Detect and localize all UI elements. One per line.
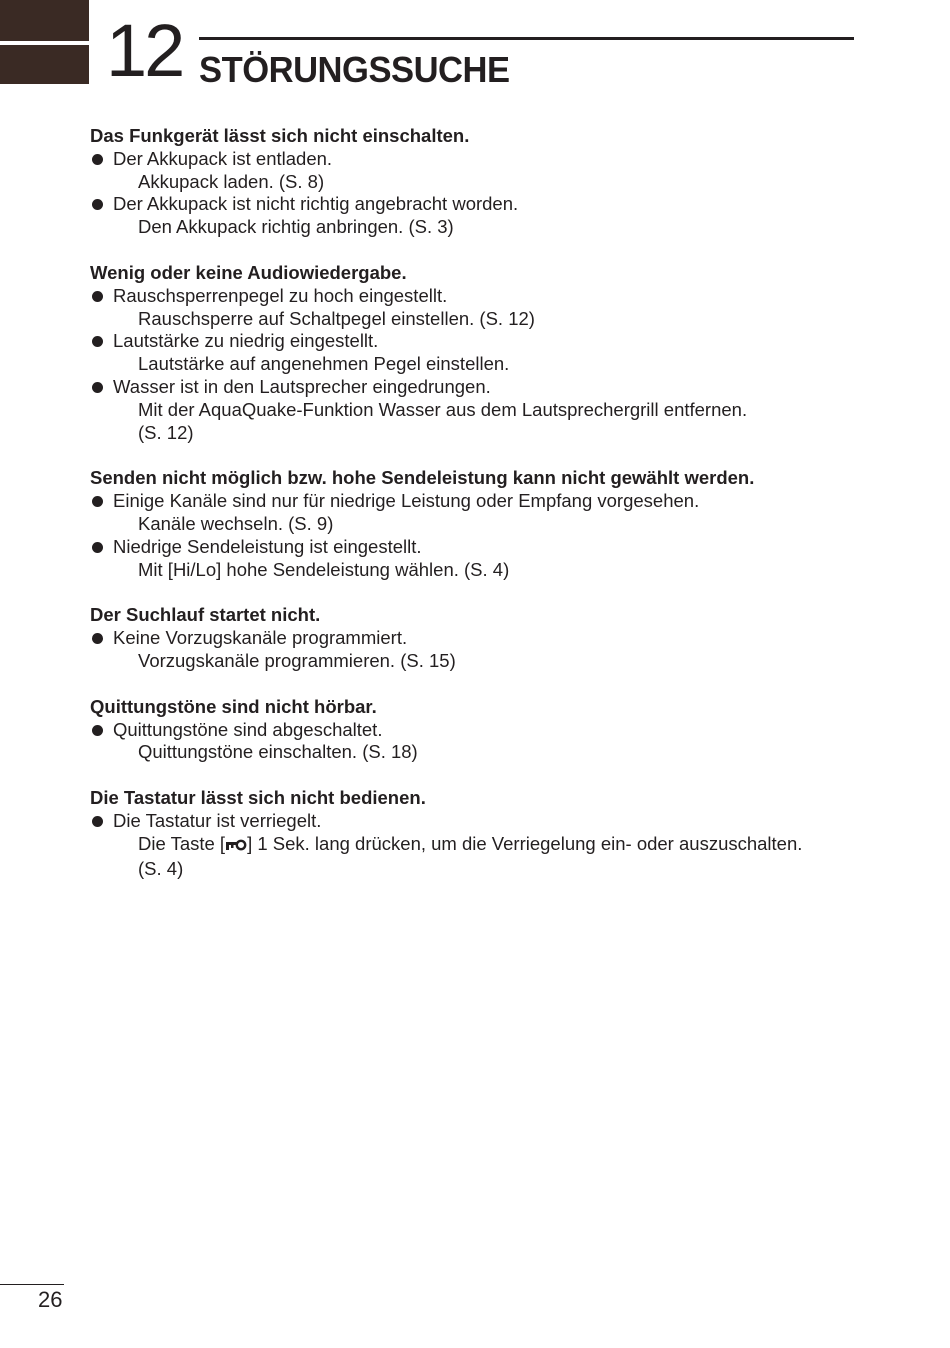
cause-item — [90, 193, 870, 216]
cause-text: Lautstärke zu niedrig eingestellt. — [113, 330, 379, 352]
remedy-prefix: Die Taste [ — [138, 832, 226, 854]
cause-text: Niedrige Sendeleistung ist eingestellt. — [113, 535, 422, 557]
cause-text: Der Akkupack ist entladen. — [113, 147, 333, 169]
cause-item — [90, 376, 870, 399]
cause-item — [90, 285, 870, 308]
cause-text: Einige Kanäle sind nur für niedrige Leistung oder Empfang vorgesehen. — [113, 490, 700, 512]
cause-text: Quittungstöne sind abgeschaltet. — [113, 718, 383, 740]
bullet-icon — [92, 542, 103, 553]
section-beep — [90, 696, 870, 764]
bullet-icon — [92, 199, 103, 210]
remedy-text: Rauschsperre auf Schaltpegel einstellen. (S. 12) — [138, 307, 535, 329]
cause-text: Keine Vorzugskanäle programmiert. — [113, 627, 408, 649]
section-scan — [90, 604, 870, 672]
chapter-number: 12 — [106, 9, 183, 92]
bullet-icon — [92, 816, 103, 827]
section-heading: Quittungstöne sind nicht hörbar. — [90, 695, 377, 717]
key-icon — [225, 835, 247, 858]
bullet-icon — [92, 336, 103, 347]
troubleshooting-content — [90, 125, 870, 903]
cause-text: Rauschsperrenpegel zu hoch eingestellt. — [113, 284, 448, 306]
cause-text: Der Akkupack ist nicht richtig angebracht worden. — [113, 193, 519, 215]
footer-rule — [0, 1284, 64, 1285]
bullet-icon — [92, 725, 103, 736]
remedy-text: Quittungstöne einschalten. (S. 18) — [138, 741, 418, 763]
remedy-text: Den Akkupack richtig anbringen. (S. 3) — [138, 216, 454, 238]
section-heading: Der Suchlauf startet nicht. — [90, 604, 321, 626]
remedy-text — [90, 833, 870, 858]
section-power-on — [90, 125, 870, 239]
header-rule — [199, 37, 854, 40]
bullet-icon — [92, 382, 103, 393]
cause-text: Die Tastatur ist verriegelt. — [113, 809, 322, 831]
cause-item — [90, 536, 870, 559]
chapter-title: STÖRUNGSSUCHE — [199, 49, 510, 90]
cause-item — [90, 627, 870, 650]
cause-text: Wasser ist in den Lautsprecher eingedrungen. — [113, 375, 491, 397]
remedy-reference: (S. 4) — [138, 857, 184, 879]
bullet-icon — [92, 633, 103, 644]
remedy-text: Mit der AquaQuake-Funktion Wasser aus dem Lautsprechergrill entfernen. — [138, 398, 748, 420]
remedy-suffix: ] 1 Sek. lang drücken, um die Verriegelung ein- oder auszuschalten. — [247, 832, 803, 854]
section-audio — [90, 262, 870, 444]
remedy-text: Mit [Hi/Lo] hohe Sendeleistung wählen. (S. 4) — [138, 558, 510, 580]
chapter-tab-gap — [0, 41, 89, 45]
bullet-icon — [92, 496, 103, 507]
cause-item — [90, 490, 870, 513]
cause-item — [90, 148, 870, 171]
remedy-reference: (S. 12) — [138, 421, 194, 443]
remedy-text: Akkupack laden. (S. 8) — [138, 170, 325, 192]
section-heading: Die Tastatur lässt sich nicht bedienen. — [90, 787, 426, 809]
page-number: 26 — [38, 1287, 63, 1312]
bullet-icon — [92, 154, 103, 165]
cause-item — [90, 810, 870, 833]
remedy-text: Kanäle wechseln. (S. 9) — [138, 512, 334, 534]
section-keypad — [90, 787, 870, 880]
section-transmit — [90, 467, 870, 581]
remedy-text: Vorzugskanäle programmieren. (S. 15) — [138, 649, 456, 671]
section-heading: Das Funkgerät lässt sich nicht einschalten. — [90, 125, 470, 146]
bullet-icon — [92, 291, 103, 302]
cause-item — [90, 719, 870, 742]
section-heading: Wenig oder keine Audiowiedergabe. — [90, 261, 407, 283]
section-heading: Senden nicht möglich bzw. hohe Sendeleistung kann nicht gewählt werden. — [90, 467, 755, 489]
cause-item — [90, 330, 870, 353]
remedy-text: Lautstärke auf angenehmen Pegel einstellen. — [138, 353, 510, 375]
